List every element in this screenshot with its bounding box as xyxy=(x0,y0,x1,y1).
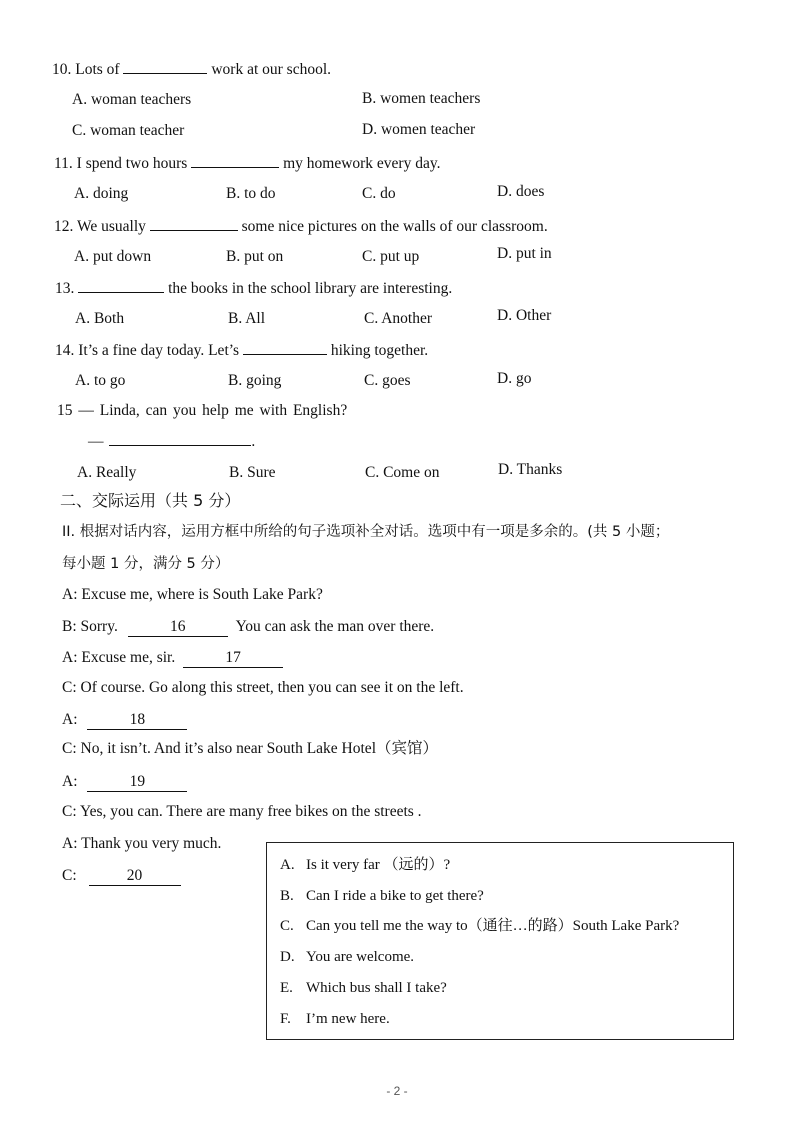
answer-blank[interactable] xyxy=(109,430,251,446)
dialogue-line xyxy=(62,648,283,668)
option-a[interactable]: A. Really xyxy=(77,464,137,481)
dialogue-speaker-text: A: Excuse me, sir. xyxy=(62,649,176,666)
option-letter: B. xyxy=(280,888,294,904)
option-letter: A. xyxy=(280,857,295,873)
question-10-stem: 10. Lots of xyxy=(52,61,120,78)
option-letter: D. xyxy=(280,949,295,965)
question-11-stem: 11. I spend two hours xyxy=(54,155,188,172)
dialogue-line: C: Yes, you can. There are many free bikes on the streets . xyxy=(62,803,422,820)
question-13-stem-end: the books in the school library are interesting. xyxy=(168,280,453,297)
answer-period: . xyxy=(251,433,256,450)
question-15-answer-line xyxy=(88,430,255,452)
dialogue-line xyxy=(62,866,181,886)
answer-blank-16[interactable]: 16 xyxy=(128,618,228,637)
section-instruction: II. 根据对话内容，运用方框中所给的句子选项补全对话。选项中有一项是多余的。(共 5 小题； xyxy=(62,524,670,540)
option-b[interactable]: B. to do xyxy=(226,185,276,202)
answer-blank[interactable] xyxy=(150,215,238,231)
box-option-f[interactable] xyxy=(280,1009,390,1029)
option-letter: C. xyxy=(280,918,294,934)
box-option-e[interactable] xyxy=(280,978,447,998)
box-option-d[interactable] xyxy=(280,947,414,967)
question-13-stem: 13. xyxy=(55,280,75,297)
option-c[interactable]: C. woman teacher xyxy=(72,122,185,139)
question-10 xyxy=(52,58,331,80)
option-d[interactable]: D. put in xyxy=(497,245,552,262)
box-option-b[interactable] xyxy=(280,886,484,906)
question-13 xyxy=(55,277,452,299)
question-12-stem: 12. We usually xyxy=(54,218,146,235)
option-text: Is it very far （远的）? xyxy=(306,857,451,873)
option-letter: F. xyxy=(280,1011,291,1027)
answer-blank-20[interactable]: 20 xyxy=(89,867,181,886)
dialogue-speaker-text: A: xyxy=(62,773,78,790)
page-number: - 2 - xyxy=(386,1084,408,1098)
answer-blank-18[interactable]: 18 xyxy=(87,711,187,730)
question-14-stem-end: hiking together. xyxy=(330,342,429,359)
dialogue-line: C: No, it isn’t. And it’s also near South Lake Hotel（宾馆） xyxy=(62,740,438,757)
dialogue-speaker-text: C: xyxy=(62,867,77,884)
option-text: I’m new here. xyxy=(306,1011,390,1027)
option-b[interactable]: B. going xyxy=(228,372,282,389)
option-d[interactable]: D. Other xyxy=(497,307,552,324)
option-text: Can you tell me the way to（通往…的路）South Lake Park? xyxy=(306,918,680,934)
option-a[interactable]: A. to go xyxy=(75,372,126,389)
option-b[interactable]: B. All xyxy=(228,310,266,327)
dialogue-line: A: Excuse me, where is South Lake Park? xyxy=(62,586,323,603)
option-c[interactable]: C. do xyxy=(362,185,396,202)
dialogue-speaker-text: B: Sorry. xyxy=(62,618,118,635)
option-text: Which bus shall I take? xyxy=(306,980,447,996)
question-11 xyxy=(54,152,440,174)
answer-blank[interactable] xyxy=(191,152,279,168)
answer-blank[interactable] xyxy=(243,339,327,355)
question-14 xyxy=(55,339,428,361)
option-d[interactable]: D. women teacher xyxy=(362,121,476,138)
answer-blank-19[interactable]: 19 xyxy=(87,773,187,792)
dialogue-line: A: Thank you very much. xyxy=(62,835,222,852)
dialogue-speaker-text: A: xyxy=(62,711,78,728)
option-a[interactable]: A. put down xyxy=(74,248,152,265)
dialogue-line xyxy=(62,710,187,730)
answer-blank[interactable] xyxy=(78,277,164,293)
option-b[interactable]: B. women teachers xyxy=(362,90,481,107)
option-d[interactable]: D. does xyxy=(497,183,545,200)
box-option-c[interactable] xyxy=(280,916,679,936)
section-instruction-cont: 每小题 1 分，满分 5 分） xyxy=(62,556,230,572)
question-15: 15 — Linda, can you help me with English? xyxy=(57,402,348,419)
option-d[interactable]: D. go xyxy=(497,370,532,387)
option-c[interactable]: C. Come on xyxy=(365,464,440,481)
question-14-stem: 14. It’s a fine day today. Let’s xyxy=(55,342,240,359)
question-12-stem-end: some nice pictures on the walls of our classroom. xyxy=(241,218,548,235)
option-text: Can I ride a bike to get there? xyxy=(306,888,484,904)
option-letter: E. xyxy=(280,980,293,996)
dialogue-line xyxy=(62,772,187,792)
option-c[interactable]: C. goes xyxy=(364,372,411,389)
answer-dash: — xyxy=(88,433,104,450)
question-11-stem-end: my homework every day. xyxy=(283,155,441,172)
option-b[interactable]: B. Sure xyxy=(229,464,276,481)
dialogue-text: You can ask the man over there. xyxy=(235,618,435,635)
option-d[interactable]: D. Thanks xyxy=(498,461,563,478)
option-c[interactable]: C. put up xyxy=(362,248,420,265)
question-10-stem-end: work at our school. xyxy=(211,61,332,78)
box-option-a[interactable] xyxy=(280,855,450,875)
option-c[interactable]: C. Another xyxy=(364,310,433,327)
answer-blank-17[interactable]: 17 xyxy=(183,649,283,668)
dialogue-line: C: Of course. Go along this street, then you can see it on the left. xyxy=(62,679,464,696)
options-box xyxy=(266,842,734,1040)
option-a[interactable]: A. Both xyxy=(75,310,125,327)
option-a[interactable]: A. doing xyxy=(74,185,129,202)
answer-blank[interactable] xyxy=(123,58,207,74)
option-b[interactable]: B. put on xyxy=(226,248,284,265)
section-heading: 二、交际运用（共 5 分） xyxy=(60,491,241,510)
question-12 xyxy=(54,215,548,237)
option-text: You are welcome. xyxy=(306,949,415,965)
option-a[interactable]: A. woman teachers xyxy=(72,91,192,108)
dialogue-line xyxy=(62,617,434,637)
